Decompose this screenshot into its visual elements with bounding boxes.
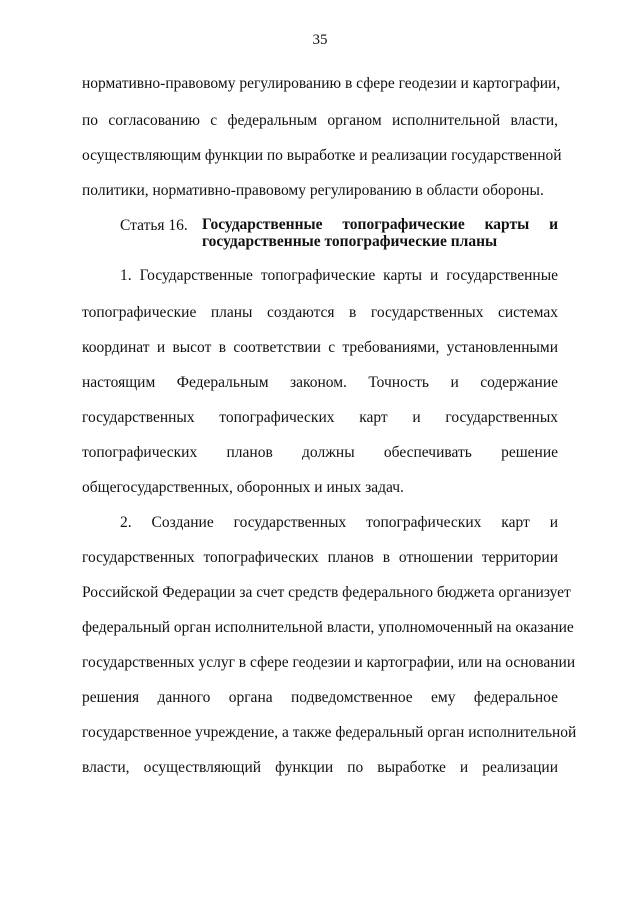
paragraph1-line: топографических планов должны обеспечивать решение — [82, 444, 558, 461]
intro-line: нормативно-правовому регулированию в сфере геодезии и картографии, — [82, 75, 561, 92]
article-label: Статья 16. — [120, 217, 188, 234]
intro-line: по согласованию с федеральным органом исполнительной власти, — [82, 112, 558, 129]
article-title-line: государственные топографические планы — [202, 233, 498, 250]
paragraph1-line: координат и высот в соответствии с требованиями, установленными — [82, 339, 558, 356]
article-title-line: Государственные топографические карты и — [202, 216, 558, 233]
paragraph2-line: 2. Создание государственных топографических карт и — [120, 514, 558, 531]
intro-line: осуществляющим функции по выработке и реализации государственной — [82, 147, 562, 164]
paragraph2-line: государственных услуг в сфере геодезии и картографии, или на основании — [82, 654, 576, 671]
paragraph1-line: топографические планы создаются в государственных системах — [82, 304, 558, 321]
paragraph2-line: власти, осуществляющий функции по выработке и реализации — [82, 759, 558, 776]
intro-line: политики, нормативно-правовому регулированию в области обороны. — [82, 182, 544, 199]
paragraph2-line: государственное учреждение, а также федеральный орган исполнительной — [82, 724, 577, 741]
paragraph2-line: государственных топографических планов в отношении территории — [82, 549, 558, 566]
article-title — [202, 216, 558, 250]
paragraph2-line: федеральный орган исполнительной власти, уполномоченный на оказание — [82, 619, 574, 636]
paragraph1-line: настоящим Федеральным законом. Точность и содержание — [82, 374, 558, 391]
paragraph1-line: общегосударственных, оборонных и иных задач. — [82, 479, 404, 496]
paragraph1-line: 1. Государственные топографические карты и государственные — [120, 267, 558, 284]
paragraph1-line: государственных топографических карт и государственных — [82, 409, 558, 426]
paragraph2-line: Российской Федерации за счет средств федерального бюджета организует — [82, 584, 571, 601]
page-number: 35 — [312, 32, 328, 48]
paragraph2-line: решения данного органа подведомственное ему федеральное — [82, 689, 558, 706]
